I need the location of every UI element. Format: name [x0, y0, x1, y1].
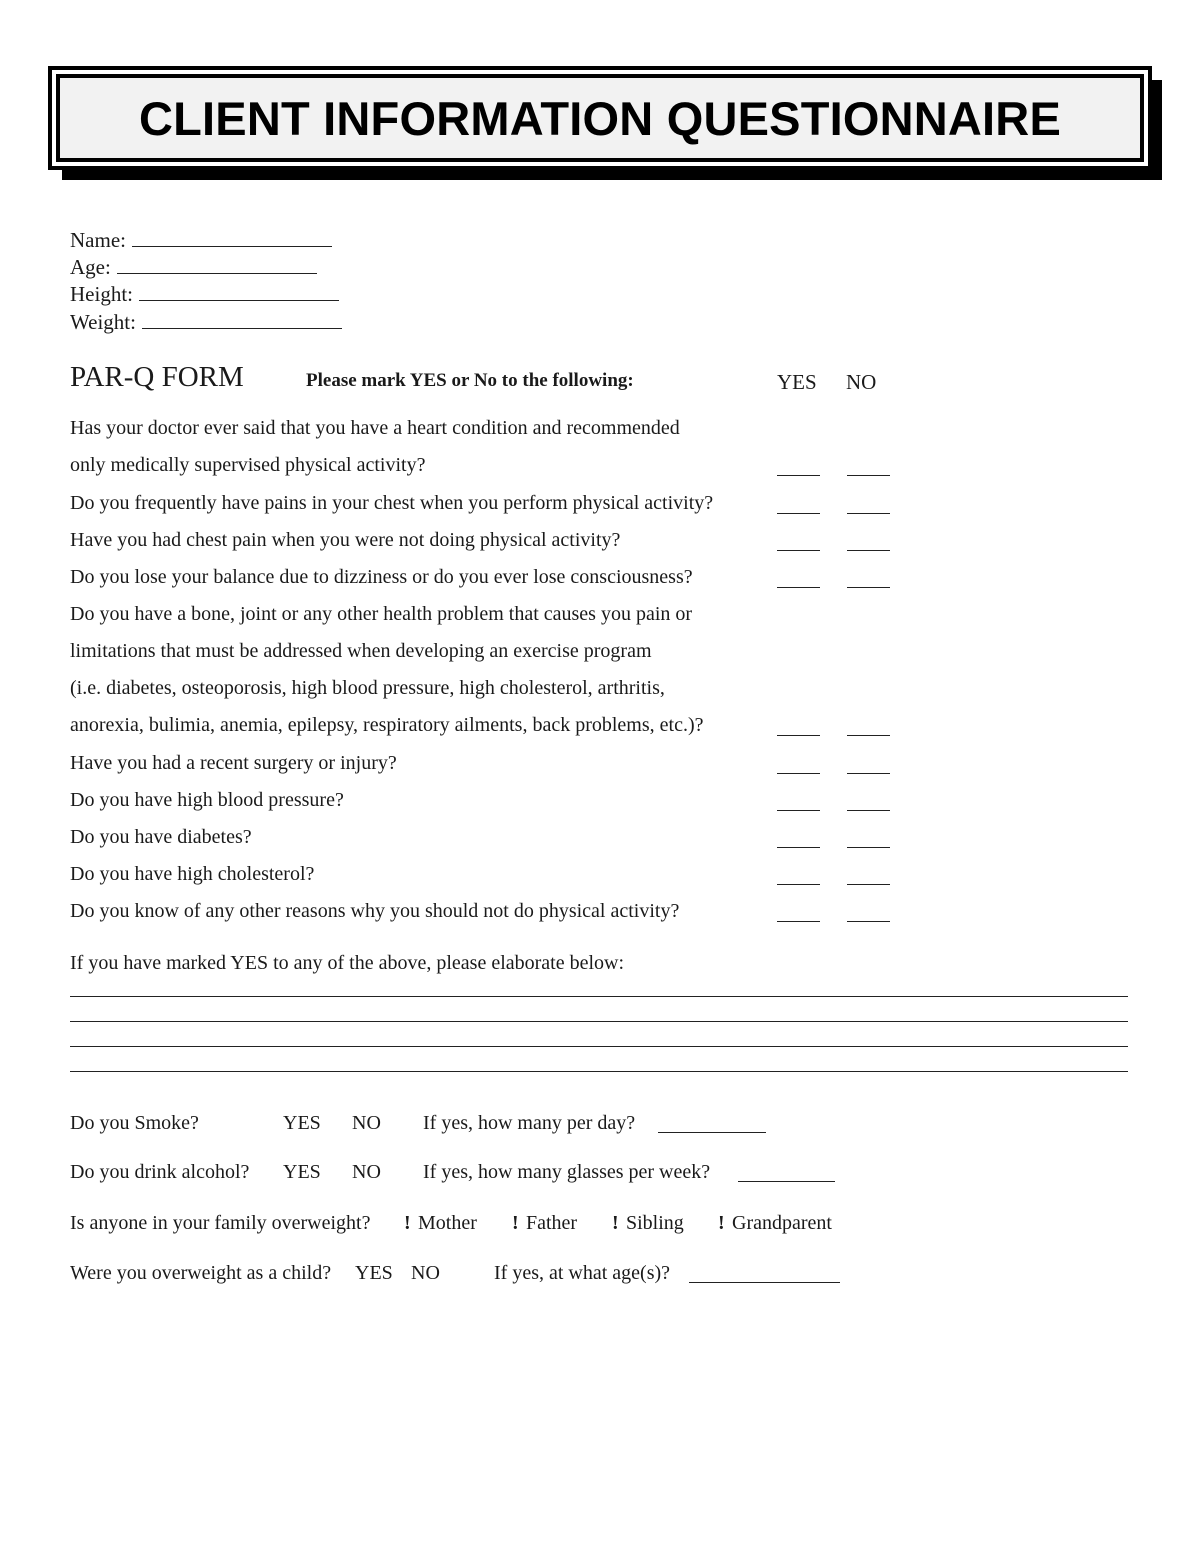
height-label: Height: [70, 282, 133, 306]
question-5-line-3: (i.e. diabetes, osteoporosis, high blood pressure, high cholesterol, arthritis, [70, 677, 665, 699]
smoke-no-option[interactable]: NO [352, 1112, 381, 1134]
page-title: CLIENT INFORMATION QUESTIONNAIRE [138, 91, 1061, 145]
checkbox-icon: ! [718, 1212, 725, 1234]
smoke-followup: If yes, how many per day? [423, 1112, 636, 1134]
q10-yes-blank[interactable] [777, 920, 820, 922]
yes-column-header: YES [777, 370, 817, 394]
question-8: Do you have diabetes? [70, 826, 252, 848]
age-blank[interactable] [117, 255, 317, 274]
child-row [0, 1262, 1200, 1290]
q8-yes-blank[interactable] [777, 846, 820, 848]
q10-no-blank[interactable] [847, 920, 890, 922]
alcohol-followup: If yes, how many glasses per week? [423, 1161, 711, 1183]
q3-yes-blank[interactable] [777, 549, 820, 551]
question-4: Do you lose your balance due to dizziness or do you ever lose consciousness? [70, 566, 693, 588]
smoke-question: Do you Smoke? [70, 1112, 199, 1134]
smoke-per-day-blank[interactable] [658, 1132, 766, 1133]
q1-no-blank[interactable] [847, 474, 890, 476]
q2-yes-blank[interactable] [777, 512, 820, 514]
elaborate-line-4[interactable] [70, 1071, 1128, 1072]
question-9: Do you have high cholesterol? [70, 863, 315, 885]
family-option-grandparent[interactable]: ! Grandparent [718, 1212, 832, 1234]
elaborate-line-1[interactable] [70, 996, 1128, 997]
alcohol-no-option[interactable]: NO [352, 1161, 381, 1183]
checkbox-icon: ! [612, 1212, 619, 1234]
alcohol-row [0, 1161, 1200, 1189]
height-field[interactable] [70, 282, 339, 306]
q2-no-blank[interactable] [847, 512, 890, 514]
alcohol-question: Do you drink alcohol? [70, 1161, 250, 1183]
smoke-row [0, 1112, 1200, 1140]
parq-instruction: Please mark YES or No to the following: [306, 370, 634, 391]
q8-no-blank[interactable] [847, 846, 890, 848]
question-1-line-2: only medically supervised physical activity? [70, 454, 426, 476]
age-label: Age: [70, 255, 111, 279]
age-field[interactable] [70, 255, 317, 279]
alcohol-yes-option[interactable]: YES [283, 1161, 321, 1183]
parq-heading: PAR-Q FORM [70, 361, 244, 393]
question-5-line-4: anorexia, bulimia, anemia, epilepsy, respiratory ailments, back problems, etc.)? [70, 714, 704, 736]
question-5-line-1: Do you have a bone, joint or any other health problem that causes you pain or [70, 603, 693, 625]
height-blank[interactable] [139, 282, 339, 301]
no-column-header: NO [846, 370, 877, 394]
question-7: Do you have high blood pressure? [70, 789, 344, 811]
q7-no-blank[interactable] [847, 809, 890, 811]
family-row [0, 1212, 1200, 1240]
child-yes-option[interactable]: YES [355, 1262, 393, 1284]
checkbox-icon: ! [404, 1212, 411, 1234]
q9-no-blank[interactable] [847, 883, 890, 885]
name-blank[interactable] [132, 228, 332, 247]
q4-yes-blank[interactable] [777, 586, 820, 588]
family-option-mother[interactable]: ! Mother [404, 1212, 477, 1234]
child-age-blank[interactable] [689, 1282, 840, 1283]
family-question: Is anyone in your family overweight? [70, 1212, 371, 1234]
elaborate-line-2[interactable] [70, 1021, 1128, 1022]
question-3: Have you had chest pain when you were not doing physical activity? [70, 529, 621, 551]
child-followup: If yes, at what age(s)? [494, 1262, 671, 1284]
child-no-option[interactable]: NO [411, 1262, 440, 1284]
q6-no-blank[interactable] [847, 772, 890, 774]
question-10: Do you know of any other reasons why you should not do physical activity? [70, 900, 680, 922]
q5-no-blank[interactable] [847, 734, 890, 736]
question-5-line-2: limitations that must be addressed when developing an exercise program [70, 640, 652, 662]
elaborate-line-3[interactable] [70, 1046, 1128, 1047]
q9-yes-blank[interactable] [777, 883, 820, 885]
q7-yes-blank[interactable] [777, 809, 820, 811]
title-box [56, 74, 1144, 162]
family-option-father[interactable]: ! Father [512, 1212, 578, 1234]
q3-no-blank[interactable] [847, 549, 890, 551]
family-option-sibling[interactable]: ! Sibling [612, 1212, 684, 1234]
question-2: Do you frequently have pains in your chest when you perform physical activity? [70, 492, 714, 514]
q4-no-blank[interactable] [847, 586, 890, 588]
question-6: Have you had a recent surgery or injury? [70, 752, 397, 774]
q1-yes-blank[interactable] [777, 474, 820, 476]
weight-blank[interactable] [142, 310, 342, 329]
elaborate-prompt: If you have marked YES to any of the above, please elaborate below: [70, 952, 625, 974]
q6-yes-blank[interactable] [777, 772, 820, 774]
name-field[interactable] [70, 228, 332, 252]
smoke-yes-option[interactable]: YES [283, 1112, 321, 1134]
q5-yes-blank[interactable] [777, 734, 820, 736]
weight-label: Weight: [70, 310, 136, 334]
name-label: Name: [70, 228, 126, 252]
alcohol-per-week-blank[interactable] [738, 1181, 835, 1182]
question-1-line-1: Has your doctor ever said that you have a heart condition and recommended [70, 417, 680, 439]
child-question: Were you overweight as a child? [70, 1262, 332, 1284]
weight-field[interactable] [70, 310, 342, 334]
checkbox-icon: ! [512, 1212, 519, 1234]
